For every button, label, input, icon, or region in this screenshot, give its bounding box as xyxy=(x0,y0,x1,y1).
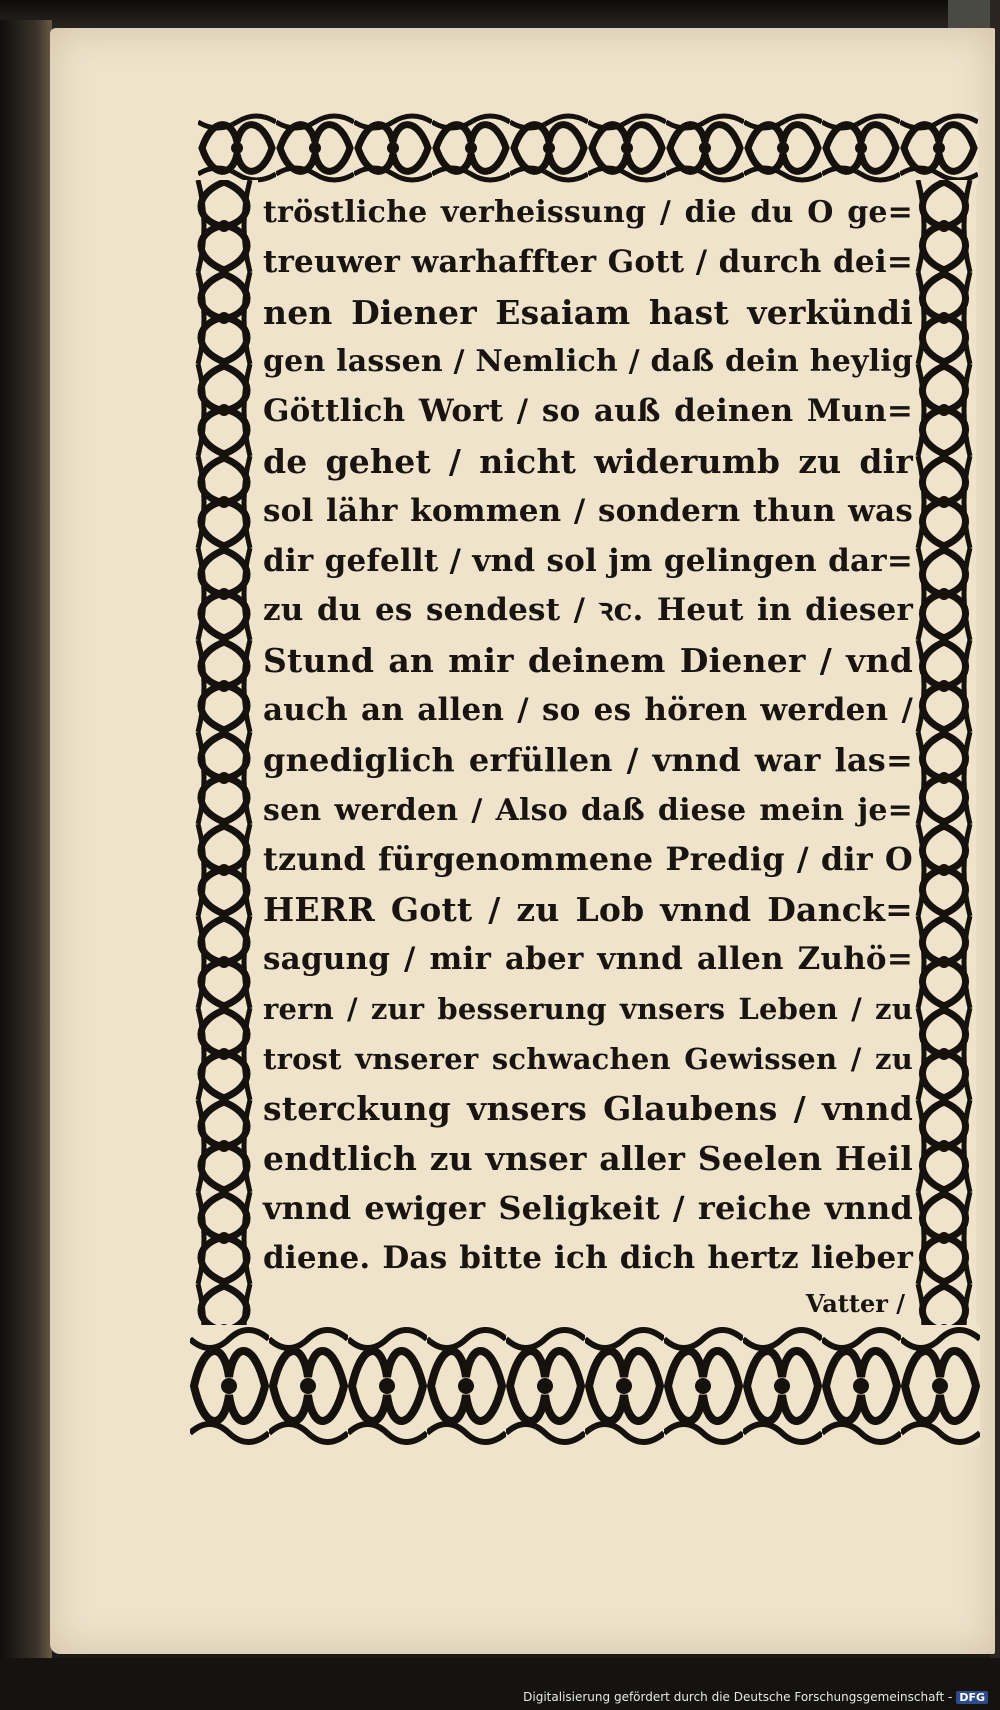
text-line: Stund an mir deinem Diener / vnd xyxy=(263,641,913,681)
text-line: tröstliche verheissung / die du O ge= xyxy=(263,195,913,230)
text-line: sagung / mir aber vnnd allen Zuhö= xyxy=(263,940,913,977)
text-line: de gehet / nicht widerumb zu dir xyxy=(263,441,913,481)
text-line: vnnd ewiger Seligkeit / reiche vnnd xyxy=(263,1188,913,1227)
scan-top-edge xyxy=(0,0,1000,30)
text-line: dir gefellt / vnd sol jm gelingen dar= xyxy=(263,542,913,579)
ornament-border-right xyxy=(912,180,976,1330)
digitization-credit xyxy=(523,1690,988,1704)
text-line: nen Diener Esaiam hast verkündi xyxy=(263,292,913,332)
ornament-border-top xyxy=(198,112,978,184)
text-line: diene. Das bitte ich dich hertz lieber xyxy=(263,1239,913,1276)
prayer-text xyxy=(263,188,913,1324)
text-line: tzund fürgenommene Predig / dir O xyxy=(263,840,913,879)
text-line: auch an allen / so es hören werden / xyxy=(263,691,913,728)
ornament-border-bottom xyxy=(190,1325,980,1447)
text-line: sol lähr kommen / sondern thun was xyxy=(263,492,913,529)
text-line: endtlich zu vnser aller Seelen Heil xyxy=(263,1139,913,1179)
scan-bottom-edge xyxy=(0,1658,1000,1710)
text-line: gen lassen / Nemlich / daß dein heylig xyxy=(263,344,913,380)
book-binding-edge xyxy=(0,20,52,1660)
text-line: zu du es sendest / ꝛc. Heut in dieser xyxy=(263,592,913,629)
catchword: Vatter / xyxy=(805,1288,905,1318)
text-line: Göttlich Wort / so auß deinen Mun= xyxy=(263,393,913,430)
credit-text: Digitalisierung gefördert durch die Deutsche Forschungsgemeinschaft - xyxy=(523,1690,953,1704)
text-line: treuwer warhaffter Gott / durch dei= xyxy=(263,243,913,280)
text-line: HERR Gott / zu Lob vnnd Danck= xyxy=(263,890,913,930)
text-line: gnediglich erfüllen / vnnd war las= xyxy=(263,740,913,779)
text-line: sen werden / Also daß diese mein je= xyxy=(263,792,913,828)
dfg-logo: DFG xyxy=(956,1691,988,1704)
text-line: trost vnserer schwachen Gewissen / zu xyxy=(263,1041,913,1076)
text-line: rern / zur besserung vnsers Leben / zu xyxy=(263,991,913,1026)
ornament-border-left xyxy=(190,180,258,1330)
text-line: sterckung vnsers Glaubens / vnnd xyxy=(263,1089,913,1129)
